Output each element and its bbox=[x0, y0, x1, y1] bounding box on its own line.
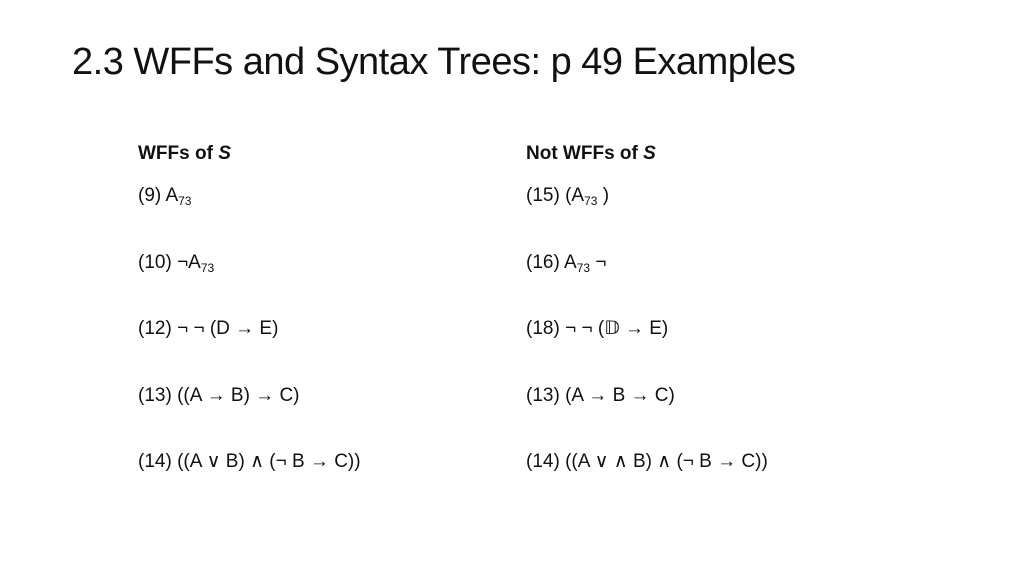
wffs-heading-variable: S bbox=[218, 143, 231, 164]
wff-item-text: (14) ((A ∨ B) ∧ (¬ B → C)) bbox=[138, 451, 361, 472]
wffs-heading-text: WFFs of bbox=[138, 143, 219, 164]
wff-item-text: (10) ¬A bbox=[138, 251, 201, 273]
not-wff-item-subscript: 73 bbox=[584, 194, 598, 208]
not-wff-item-text: (16) A bbox=[526, 251, 577, 273]
not-wffs-column bbox=[526, 140, 768, 517]
not-wff-item bbox=[526, 184, 768, 251]
not-wffs-list bbox=[526, 184, 768, 517]
not-wff-item bbox=[526, 317, 768, 384]
not-wff-item bbox=[526, 384, 768, 451]
wff-item bbox=[138, 450, 361, 517]
wffs-heading bbox=[138, 140, 361, 168]
not-wff-item bbox=[526, 251, 768, 318]
not-wff-item-text: (13) (A → B → C) bbox=[526, 384, 675, 406]
not-wff-item-text: (15) (A bbox=[526, 185, 585, 206]
not-wff-item-text: (14) ((A ∨ ∧ B) ∧ (¬ B → C)) bbox=[526, 451, 768, 472]
not-wffs-heading bbox=[526, 140, 768, 168]
slide-title: 2.3 WFFs and Syntax Trees: p 49 Examples bbox=[72, 41, 796, 83]
wff-item-text: (12) ¬ ¬ (D → E) bbox=[138, 318, 279, 339]
not-wff-item-suffix: ) bbox=[597, 185, 610, 206]
not-wffs-heading-text: Not WFFs of bbox=[526, 143, 644, 164]
wff-item-subscript: 73 bbox=[178, 194, 192, 208]
wff-item-text: (9) A bbox=[138, 185, 179, 206]
wff-item-subscript: 73 bbox=[200, 260, 215, 275]
not-wff-item-subscript: 73 bbox=[576, 260, 591, 275]
wff-item bbox=[138, 384, 361, 451]
wffs-list bbox=[138, 184, 361, 517]
not-wff-item-suffix: ¬ bbox=[590, 251, 607, 273]
wffs-column bbox=[138, 140, 361, 517]
wff-item bbox=[138, 184, 361, 251]
wff-item bbox=[138, 251, 361, 318]
wff-item-text: (13) ((A → B) → C) bbox=[138, 384, 300, 406]
not-wff-item-text: (18) ¬ ¬ (𝔻 → E) bbox=[526, 318, 669, 339]
wff-item bbox=[138, 317, 361, 384]
not-wff-item bbox=[526, 450, 768, 517]
not-wffs-heading-variable: S bbox=[643, 143, 656, 164]
